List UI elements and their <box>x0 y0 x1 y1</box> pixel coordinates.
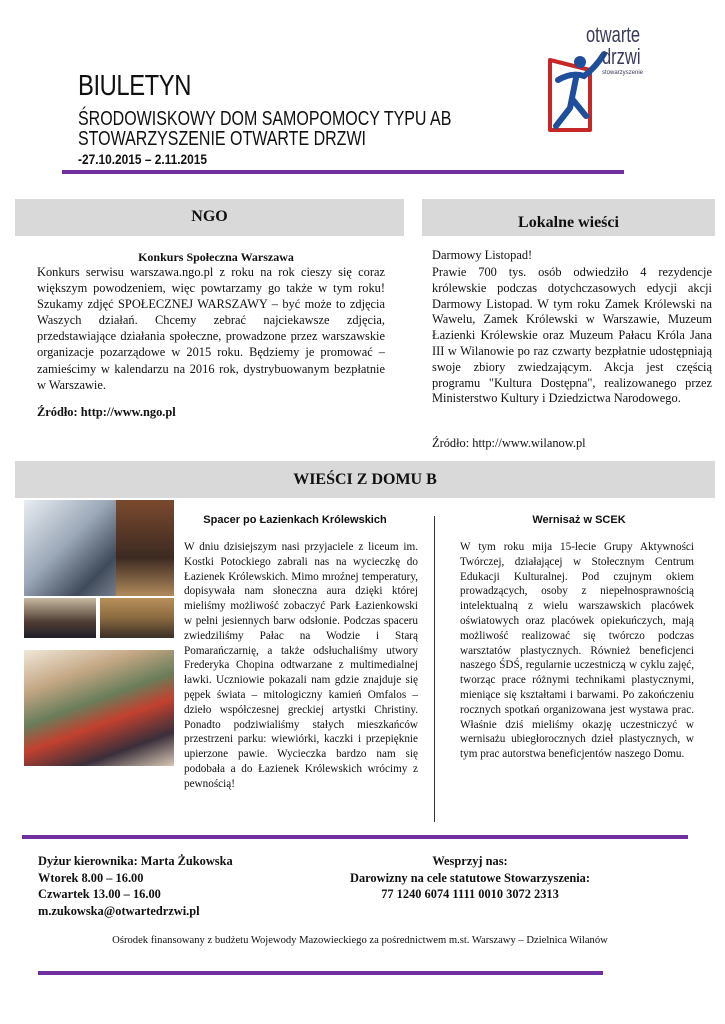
local-news-intro: Darmowy Listopad! <box>432 248 533 262</box>
association-subtitle: STOWARZYSZENIE OTWARTE DRZWI <box>78 128 366 150</box>
donation-purpose: Darowizny na cele statutowe Stowarzyszenia: <box>350 870 590 885</box>
office-hours-block <box>38 853 233 919</box>
organization-subtitle: ŚRODOWISKOWY DOM SAMOPOMOCY TYPU AB <box>78 108 452 130</box>
tuesday-hours: Wtorek 8.00 – 16.00 <box>38 870 144 885</box>
photo-group-bottom <box>24 650 174 766</box>
footer-divider-bottom <box>38 971 603 975</box>
ngo-source: Źródło: http://www.ngo.pl <box>37 405 176 419</box>
thursday-hours: Czwartek 13.00 – 16.00 <box>38 887 161 901</box>
bulletin-title: BIULETYN <box>78 70 192 102</box>
walk-article-title: Spacer po Łazienkach Królewskich <box>203 514 387 526</box>
bank-account: 77 1240 6074 1111 0010 3072 2313 <box>381 887 559 901</box>
manager-email: m.zukowska@otwartedrzwi.pl <box>38 903 200 918</box>
local-news-body: Prawie 700 tys. osób odwiedziło 4 rezydencje królewskie podczas dotychczasowych edycji akcji Darmowy Listopad. W tym roku Zamek Królewski na Wawelu, Zamek Królewski w Warszawie, Muzeum Łazienki Królewskie oraz Muzeum Pałacu Króla Jana III w Wilanowie po raz czwarty bezpłatnie udostępniają swoje zbiory zwiedzającym. Akcja jest częścią programu "Kultura Dostępna", realizowanego przez Ministerstwo Kultury i Dziedzictwa Narodowego. <box>432 265 712 406</box>
logo-text-stowarzyszenie: stowarzyszenie <box>602 70 644 76</box>
header-divider <box>62 170 624 174</box>
funding-note: Ośrodek finansowany z budżetu Wojewody Mazowieckiego za pośrednictwem m.st. Warszawy – Dzielnica Wilanów <box>112 935 608 946</box>
ngo-article-body: Konkurs serwisu warszawa.ngo.pl z roku na rok cieszy się coraz większym powodzeniem, więc powtarzamy go także w tym roku! Szukamy zdjęć SPOŁECZNEJ WARSZAWY – być może to zdjęcia Waszych działań. Chcemy zebrać najciekawsze zdjęcia, przedstawiające działania społeczne, prowadzone przez warszawskie organizacje pozarządowe w 2015 roku. Będziemy je promować – zamieścimy w kalendarzu na 2016 rok, dystrybuowanym bezpłatnie w Warszawie. <box>37 265 385 392</box>
otwarte-drzwi-logo <box>540 20 680 140</box>
column-divider <box>434 516 435 822</box>
logo-text-otwarte: otwarte <box>586 22 641 47</box>
photo-park-left <box>24 598 96 638</box>
support-us: Wesprzyj nas: <box>432 854 508 868</box>
logo-text-drzwi: drzwi <box>602 44 641 69</box>
footer-divider-top <box>22 835 688 839</box>
manager-duty: Dyżur kierownika: Marta Żukowska <box>38 854 233 868</box>
house-news-heading: WIEŚCI Z DOMU B <box>293 471 437 488</box>
ngo-article-title: Konkurs Społeczna Warszawa <box>138 250 294 264</box>
local-news-source: Źródło: http://www.wilanow.pl <box>432 436 586 450</box>
donation-block <box>330 853 610 903</box>
photo-park-right <box>100 598 174 638</box>
photo-group-top <box>24 500 174 596</box>
photo-group-inset <box>116 500 174 596</box>
ngo-heading: NGO <box>191 208 228 225</box>
date-range: -27.10.2015 – 2.11.2015 <box>78 151 208 167</box>
vernissage-article-title: Wernisaż w SCEK <box>532 514 626 526</box>
vernissage-article-body: W tym roku mija 15-lecie Grupy Aktywności Twórczej, działającej w Stołecznym Centrum Edukacji Kulturalnej. Pod czujnym okiem prowadzących, osoby z niepełnosprawnością intelektualną z wielu warszawskich placówek oświatowych oraz placówek opiekuńczych, mają możliwość realizować się twórczo podczas warsztatów plastycznych. Również beneficjenci naszego ŚDŚ, regularnie uczestniczą w cyklu zajęć, tworząc prace różnymi technikami plastycznymi, mieniące się kształtami i barwami. Po zakończeniu rocznych spotkań organizowana jest wystawa prac. Właśnie dziś mieliśmy okazję uczestniczyć w wernisażu ubiegłorocznych dzieł plastycznych, w tym prac autorstwa beneficjentów naszego Domu. <box>460 541 694 761</box>
local-news-heading: Lokalne wieści <box>518 214 619 231</box>
walk-article-body: W dniu dzisiejszym nasi przyjaciele z liceum im. Kostki Potockiego zabrali nas na wycieczkę do Łazienek Królewskich. Mimo mroźnej temperatury, dopisywała nam słoneczna aura dzięki której mieliśmy możliwość zobaczyć Park Łazienkowski w pełni jesiennych barw odsłonie. Podczas spaceru zwiedziliśmy Pałac na Wodzie i Starą Pomarańczarnię, a także odsłuchaliśmy utwory Frederyka Chopina odtwarzane z multimedialnej ławki. Uczniowie pokazali nam gdzie znajduje się pępek świata – mitologiczny kamień Omfalos – dzieło współczesnej greckiej artystki Christiny. Ponadto podziwialiśmy stałych mieszkańców przestrzeni parku: wiewiórki, kaczki i przepięknie upierzone pawie. Wycieczka bardzo nam się podobała a do Łazienek Królewskich wrócimy z pewnością! <box>184 541 418 790</box>
